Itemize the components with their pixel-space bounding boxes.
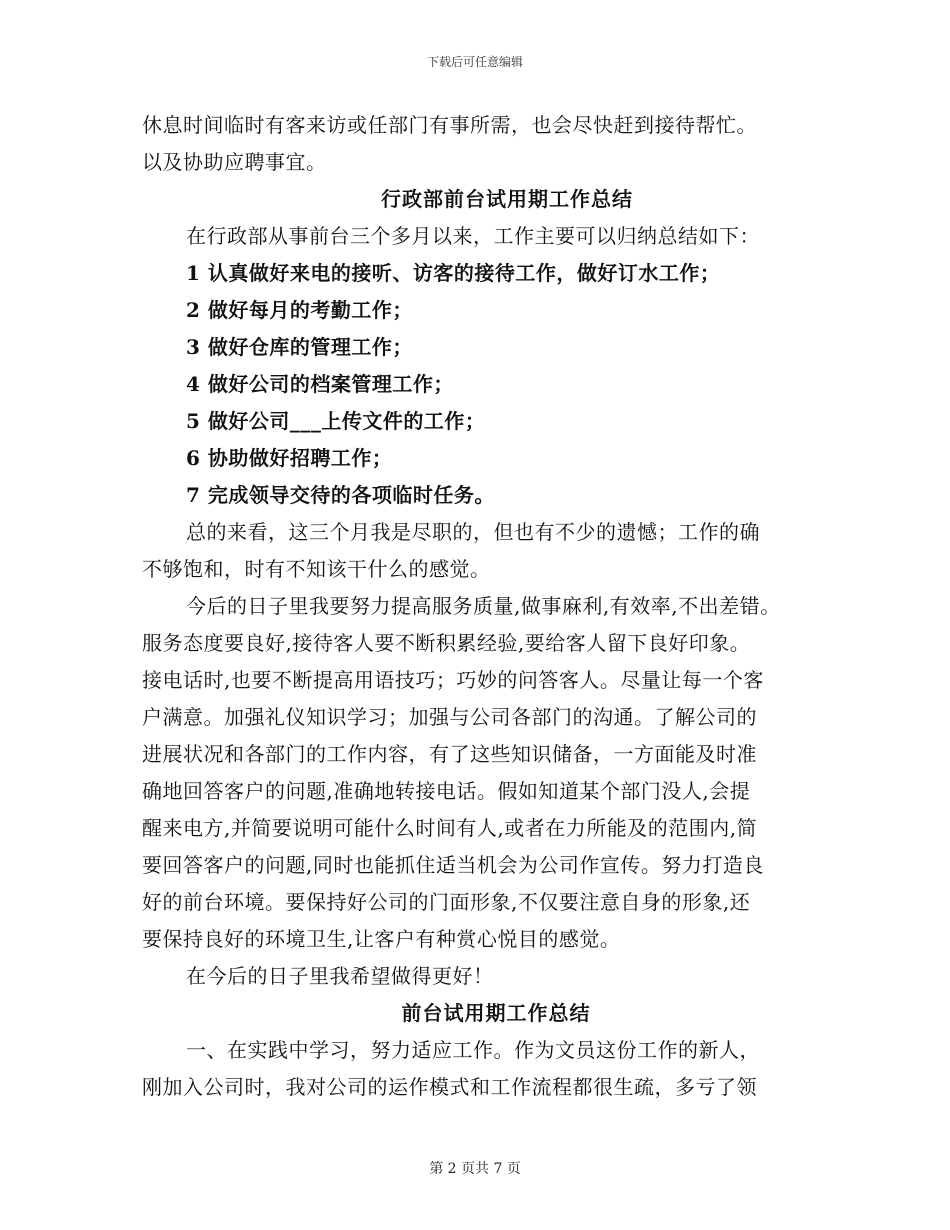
text-line: 7 完成领导交待的各项临时任务。 — [186, 483, 495, 507]
text-line: 不够饱和，时有不知该干什么的感觉。 — [142, 557, 491, 581]
text-line: 休息时间临时有客来访或任部门有事所需，也会尽快赶到接待帮忙。 — [142, 113, 757, 137]
text-line: 户满意。加强礼仪知识学习；加强与公司各部门的沟通。了解公司的 — [142, 705, 757, 729]
section-title: 前台试用期工作总结 — [401, 1001, 591, 1025]
text-line: 确地回答客户的问题,准确地转接电话。假如知道某个部门没人,会提 — [142, 779, 751, 803]
text-line: 一、在实践中学习，努力适应工作。作为文员这份工作的新人， — [186, 1038, 760, 1062]
document-body — [142, 107, 832, 1106]
text-line: 刚加入公司时，我对公司的运作模式和工作流程都很生疏，多亏了领 — [142, 1075, 757, 1099]
text-line: 要保持良好的环境卫生,让客户有种赏心悦目的感觉。 — [142, 927, 621, 951]
text-line: 3 做好仓库的管理工作； — [186, 335, 413, 359]
text-line: 要回答客户的问题,同时也能抓住适当机会为公司作宣传。努力打造良 — [142, 853, 764, 877]
page-footer: 第 2 页共 7 页 — [429, 1161, 521, 1177]
text-line: 醒来电方,并简要说明可能什么时间有人,或者在力所能及的范围内,简 — [142, 816, 758, 840]
text-line: 在行政部从事前台三个多月以来，工作主要可以归纳总结如下： — [186, 224, 760, 248]
text-line: 总的来看，这三个月我是尽职的，但也有不少的遗憾；工作的确 — [186, 520, 760, 544]
text-line: 4 做好公司的档案管理工作； — [186, 372, 454, 396]
text-line: 2 做好每月的考勤工作； — [186, 298, 413, 322]
text-line: 进展状况和各部门的工作内容，有了这些知识储备，一方面能及时准 — [142, 742, 757, 766]
page-header: 下载后可任意编辑 — [426, 55, 523, 69]
text-line: 好的前台环境。要保持好公司的门面形象,不仅要注意自身的形象,还 — [142, 890, 751, 914]
section-title: 行政部前台试用期工作总结 — [381, 187, 633, 211]
text-line: 6 协助做好招聘工作； — [186, 446, 393, 470]
text-line: 今后的日子里我要努力提高服务质量,做事麻利,有效率,不出差错。 — [186, 594, 781, 618]
text-line: 以及协助应聘事宜。 — [142, 150, 327, 174]
text-line: 服务态度要良好,接待客人要不断积累经验,要给客人留下良好印象。 — [142, 631, 751, 655]
text-line: 1 认真做好来电的接听、访客的接待工作，做好订水工作； — [186, 261, 721, 285]
text-line: 在今后的日子里我希望做得更好！ — [186, 964, 494, 988]
text-line: 接电话时,也要不断提高用语技巧；巧妙的问答客人。尽量让每一个客 — [142, 668, 764, 692]
text-line: 5 做好公司___上传文件的工作； — [186, 409, 486, 433]
